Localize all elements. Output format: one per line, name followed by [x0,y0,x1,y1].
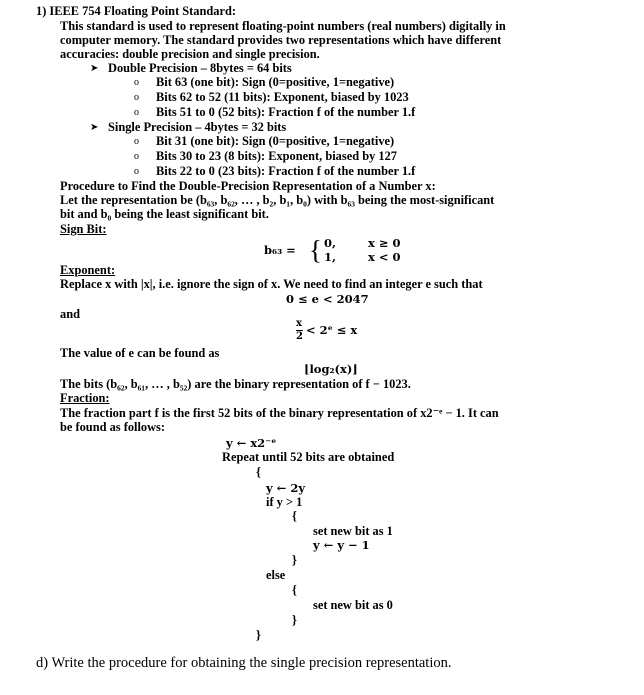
single-item-sign: Bit 31 (one bit): Sign (0=positive, 1=negative) [156,134,395,148]
sign-bit-label: Sign Bit: [60,222,107,236]
arrow-bullet-icon: ➤ [90,63,99,74]
fraction-label: Fraction: [60,391,110,405]
exponent-bits-line: The bits (b₆₂, b₆₁, … , b₅₂) are the binary representation of f − 1023. [60,377,411,391]
intro-line-2: computer memory. The standard provides two representations which have different [60,33,502,47]
representation-line-2: bit and b₀ being the least significant bit. [60,207,269,221]
double-item-fraction: Bits 51 to 0 (52 bits): Fraction f of the number 1.f [156,105,416,119]
algo-subtract: y ← y − 1 [313,538,370,552]
fraction-line-1: The fraction part f is the first 52 bits of the binary representation of x2⁻ᵉ − 1. It can [60,406,499,420]
algo-if: if y > 1 [266,495,303,509]
exponent-range: 0 ≤ e < 2047 [286,292,369,306]
arrow-bullet-icon: ➤ [90,122,99,133]
algo-if-close-brace: } [292,553,297,567]
single-item-fraction: Bits 22 to 0 (23 bits): Fraction f of the number 1.f [156,164,416,178]
algo-double-y: y ← 2y [266,481,306,495]
sign-case-1-condition: x ≥ 0 [368,236,401,250]
algo-else: else [266,568,286,582]
intro-line-3: accuracies: double precision and single precision. [60,47,320,61]
exponent-inequality [296,318,386,344]
algo-repeat: Repeat until 52 bits are obtained [222,450,395,464]
sign-case-2-value: 1, [324,250,337,264]
algo-if-open-brace: { [292,509,297,523]
double-item-exponent: Bits 62 to 52 (11 bits): Exponent, biased by 1023 [156,90,409,104]
single-item-exponent: Bits 30 to 23 (8 bits): Exponent, biased by 127 [156,149,397,163]
sign-bit-lhs: b₆₃ = [264,243,296,257]
question-d: d) Write the procedure for obtaining the single precision representation. [36,655,452,671]
algo-open-brace: { [256,465,261,479]
floor-log-expression: ⌊log₂(x)⌋ [304,362,358,376]
exponent-description: Replace x with |x|, i.e. ignore the sign of x. We need to find an integer e such that [60,277,483,291]
algo-else-open-brace: { [292,583,297,597]
circle-bullet-icon: o [134,107,139,118]
circle-bullet-icon: o [134,166,139,177]
exponent-value-line: The value of e can be found as [60,346,220,360]
fraction-line-2: be found as follows: [60,420,165,434]
circle-bullet-icon: o [134,92,139,103]
algo-close-brace: } [256,628,261,642]
and-text: and [60,307,80,321]
intro-line-1: This standard is used to represent floating-point numbers (real numbers) digitally in [60,19,506,33]
sign-case-1-value: 0, [324,236,337,250]
left-brace-icon: { [309,235,322,265]
procedure-title: Procedure to Find the Double-Precision Representation of a Number x: [60,179,436,193]
section-heading: 1) IEEE 754 Floating Point Standard: [36,4,236,18]
circle-bullet-icon: o [134,136,139,147]
algo-assign: y ← x2⁻ᵉ [226,436,277,450]
algo-else-close-brace: } [292,613,297,627]
fraction-denominator: 2 [296,331,303,342]
algo-set-bit-one: set new bit as 1 [313,524,393,538]
circle-bullet-icon: o [134,77,139,88]
inequality-rest: < 2ᵉ ≤ x [306,323,358,337]
fraction-numerator: x [296,318,302,329]
double-precision-title: Double Precision – 8bytes = 64 bits [108,61,292,75]
exponent-label: Exponent: [60,263,116,277]
single-precision-title: Single Precision – 4bytes = 32 bits [108,120,287,134]
circle-bullet-icon: o [134,151,139,162]
sign-case-2-condition: x < 0 [368,250,401,264]
algo-set-bit-zero: set new bit as 0 [313,598,393,612]
sign-bit-equation [264,235,401,266]
representation-line-1: Let the representation be (b₆₃, b₆₂, … , b₂, b₁, b₀) with b₆₃ being the most-significant [60,193,495,207]
double-item-sign: Bit 63 (one bit): Sign (0=positive, 1=negative) [156,75,395,89]
